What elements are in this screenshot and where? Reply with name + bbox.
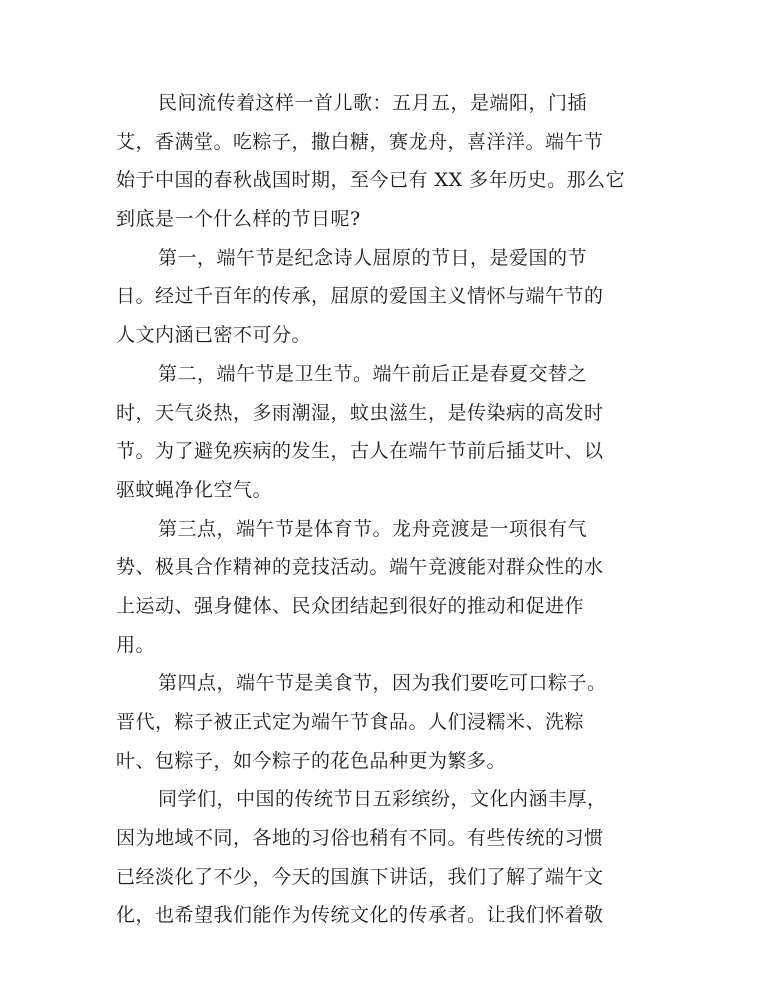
paragraph-4-line-2: 势、极具合作精神的竞技活动。端午竞渡能对群众性的水 <box>116 556 604 579</box>
paragraph-6-line-3: 已经淡化了不少，今天的国旗下讲话，我们了解了端午文 <box>116 865 604 888</box>
paragraph-2-line-3: 人文内涵已密不可分。 <box>116 324 312 347</box>
paragraph-4-line-4: 用。 <box>116 633 156 656</box>
paragraph-5-line-3: 叶、包粽子，如今粽子的花色品种更为繁多。 <box>116 749 507 772</box>
paragraph-1-line-4: 到底是一个什么样的节日呢? <box>116 208 361 231</box>
paragraph-2-line-2: 日。经过千百年的传承，屈原的爱国主义情怀与端午节的 <box>116 285 604 308</box>
paragraph-3-line-1: 第二，端午节是卫生节。端午前后正是春夏交替之 <box>158 362 588 385</box>
paragraph-2-line-1: 第一，端午节是纪念诗人屈原的节日，是爱国的节 <box>158 246 588 269</box>
paragraph-4-line-1: 第三点，端午节是体育节。龙舟竞渡是一项很有气 <box>158 517 588 540</box>
paragraph-6-line-2: 因为地域不同，各地的习俗也稍有不同。有些传统的习惯 <box>116 827 604 850</box>
speech-text <box>116 84 656 935</box>
paragraph-6-line-4: 化，也希望我们能作为传统文化的传承者。让我们怀着敬 <box>116 904 604 927</box>
paragraph-3-line-2: 时，天气炎热，多雨潮湿，蚊虫滋生，是传染病的高发时 <box>116 401 604 424</box>
paragraph-1-line-3: 始于中国的春秋战国时期，至今已有 XX 多年历史。那么它 <box>116 169 626 192</box>
paragraph-3-line-3: 节。为了避免疾病的发生，古人在端午节前后插艾叶、以 <box>116 440 604 463</box>
paragraph-5-line-1: 第四点，端午节是美食节，因为我们要吃可口粽子。 <box>158 672 607 695</box>
paragraph-6-line-1: 同学们，中国的传统节日五彩缤纷，文化内涵丰厚， <box>158 788 607 811</box>
paragraph-5-line-2: 晋代，粽子被正式定为端午节食品。人们浸糯米、洗粽 <box>116 711 585 733</box>
paragraph-1-line-1: 民间流传着这样一首儿歌：五月五，是端阳，门插 <box>158 92 588 114</box>
paragraph-1-line-2: 艾，香满堂。吃粽子，撒白糖，赛龙舟，喜洋洋。端午节 <box>116 130 604 153</box>
paragraph-4-line-3: 上运动、强身健体、民众团结起到很好的推动和促进作 <box>116 594 585 617</box>
paragraph-3-line-4: 驱蚊蝇净化空气。 <box>116 478 273 501</box>
